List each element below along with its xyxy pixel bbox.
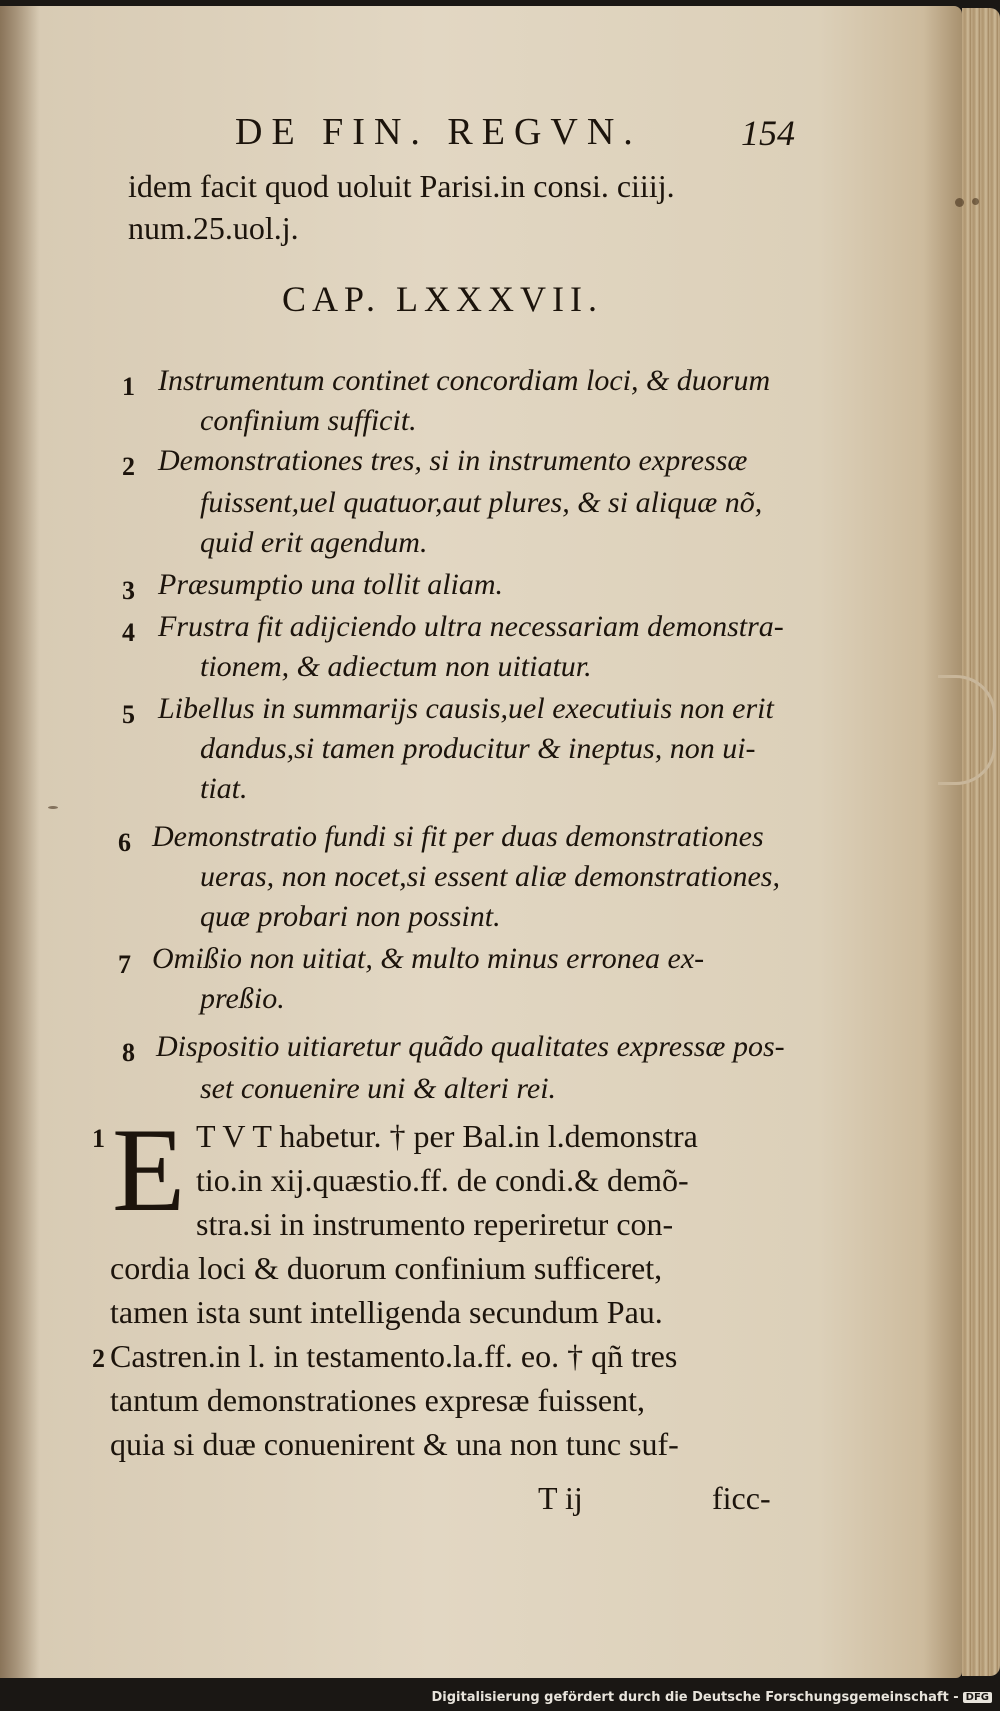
summary-number: 3 [122, 576, 135, 605]
summary-line: Demonstratio fundi si fit per duas demonstrationes [152, 820, 764, 853]
body-line: cordia loci & duorum confinium sufficeret, [110, 1250, 663, 1286]
folio-number: 154 [741, 113, 795, 153]
summary-number: 2 [122, 452, 135, 481]
preamble-line: num.25.uol.j. [128, 210, 299, 246]
drop-capital: E [112, 1103, 186, 1236]
ink-spot [955, 198, 964, 207]
running-title: DE FIN. REGVN. [235, 111, 642, 153]
summary-line: quæ probari non possint. [200, 900, 501, 933]
summary-number: 7 [118, 950, 131, 979]
page-edges [962, 8, 1000, 1676]
body-line: tamen ista sunt intelligenda secundum Pau. [110, 1294, 663, 1330]
body-line: stra.si in instrumento reperiretur con- [196, 1206, 674, 1242]
summary-line: Dispositio uitiaretur quãdo qualitates expressæ pos- [156, 1030, 785, 1063]
summary-line: Omißio non uitiat, & multo minus erronea ex- [152, 942, 705, 975]
ink-spot [972, 198, 979, 205]
summary-line: Frustra fit adijciendo ultra necessariam demonstra- [158, 610, 784, 643]
digitization-credit [432, 1690, 993, 1705]
summary-line: quid erit agendum. [200, 526, 428, 559]
body-line: tantum demonstrationes expresæ fuissent, [110, 1382, 646, 1418]
summary-line: ueras, non nocet,si essent aliæ demonstrationes, [200, 860, 780, 893]
chapter-heading: CAP. LXXXVII. [282, 279, 603, 319]
summary-line: Instrumentum continet concordiam loci, & duorum [158, 364, 771, 397]
catchword: ficc- [712, 1480, 771, 1516]
summary-number: 1 [122, 372, 135, 401]
summary-line: Demonstrationes tres, si in instrumento expressæ [158, 444, 748, 477]
summary-line: confinium sufficit. [200, 404, 417, 437]
summary-line: Libellus in summarijs causis,uel executiuis non erit [158, 692, 774, 725]
summary-line: dandus,si tamen producitur & ineptus, non ui- [200, 732, 756, 765]
preamble-line: idem facit quod uoluit Parisi.in consi. ciiij. [128, 168, 675, 204]
summary-number: 5 [122, 700, 135, 729]
body-line: quia si duæ conuenirent & una non tunc suf- [110, 1426, 679, 1462]
summary-number: 8 [122, 1038, 135, 1067]
credit-text: Digitalisierung gefördert durch die Deutsche Forschungsgemeinschaft - [431, 1690, 959, 1705]
ink-spot [48, 806, 58, 809]
signature-mark: T ij [538, 1480, 583, 1516]
body-line: T V T habetur. † per Bal.in l.demonstra [196, 1118, 698, 1154]
summary-line: tiat. [200, 772, 248, 805]
summary-number: 4 [122, 618, 135, 647]
running-header [235, 110, 795, 160]
summary-line: Præsumptio una tollit aliam. [158, 568, 504, 601]
summary-line: fuissent,uel quatuor,aut plures, & si aliquæ nõ, [200, 486, 763, 519]
margin-number: 2 [92, 1344, 105, 1373]
body-line: tio.in xij.quæstio.ff. de condi.& demõ- [196, 1162, 689, 1198]
summary-line: set conuenire uni & alteri rei. [200, 1072, 557, 1105]
summary-number: 6 [118, 828, 131, 857]
summary-line: tionem, & adiectum non uitiatur. [200, 650, 592, 683]
margin-number: 1 [92, 1124, 105, 1153]
dfg-logo: DFG [963, 1692, 992, 1703]
summary-line: preßio. [200, 982, 285, 1015]
body-line: Castren.in l. in testamento.la.ff. eo. † qñ tres [110, 1338, 678, 1374]
